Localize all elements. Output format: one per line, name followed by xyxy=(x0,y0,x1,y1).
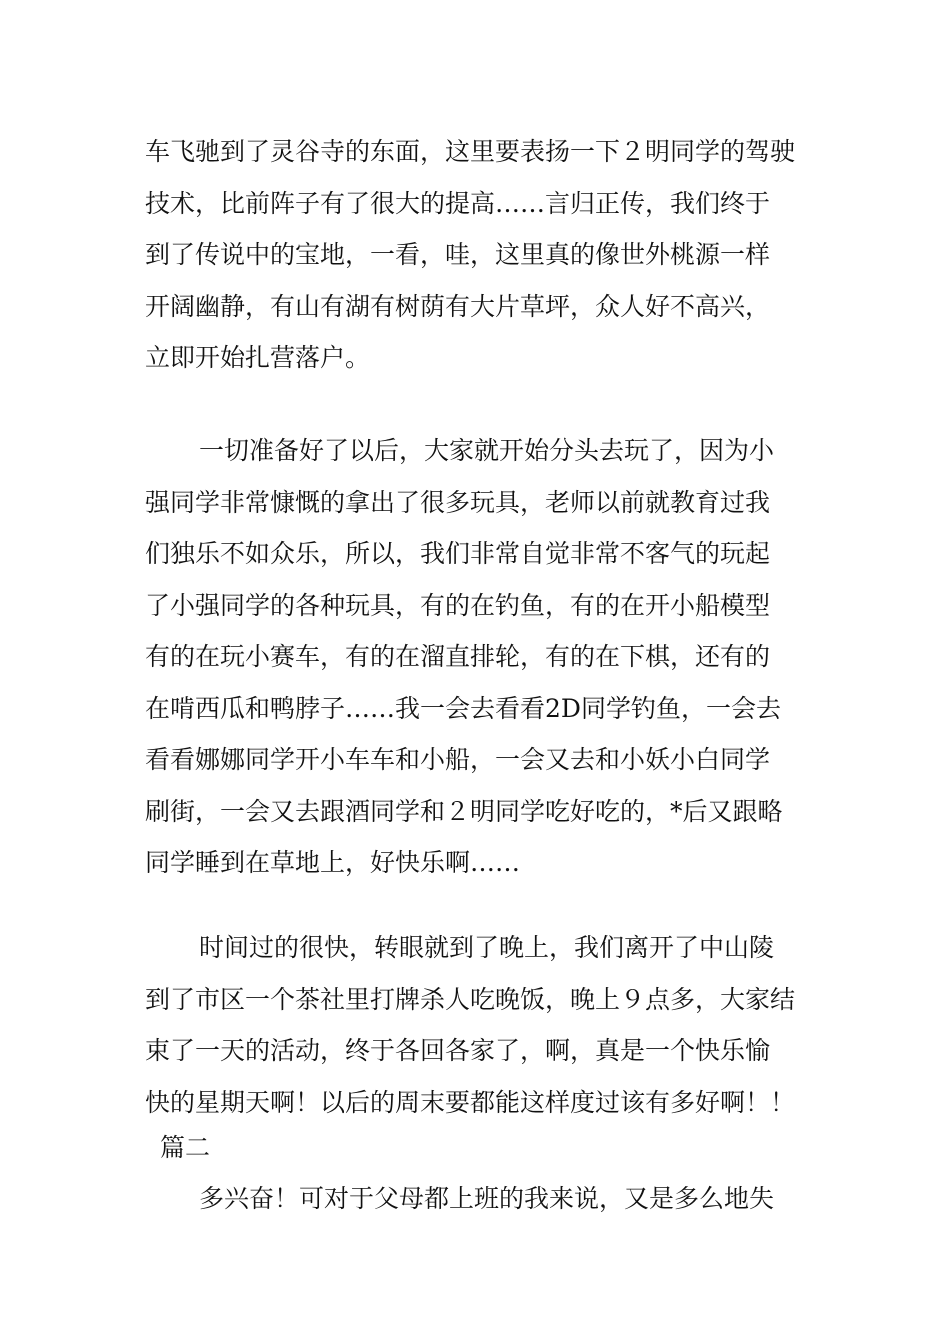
text-line: 多兴奋！可对于父母都上班的我来说，又是多么地失 xyxy=(199,1184,775,1213)
text-line: 到了传说中的宝地，一看，哇，这里真的像世外桃源一样 xyxy=(145,240,771,269)
text-line: 在啃西瓜和鸭脖子……我一会去看看2D同学钓鱼，一会去 xyxy=(145,693,781,723)
text-line: 有的在玩小赛车，有的在溜直排轮，有的在下棋，还有的 xyxy=(145,642,771,671)
paragraph-3 xyxy=(145,922,810,1128)
text-line: 技术，比前阵子有了很大的提高……言归正传，我们终于 xyxy=(145,188,771,218)
text-line: 了小强同学的各种玩具，有的在钓鱼，有的在开小船模型 xyxy=(145,590,771,620)
text-line: 刷街，一会又去跟酒同学和２明同学吃好吃的，*后又跟略 xyxy=(145,796,783,826)
text-line: 看看娜娜同学开小车车和小船，一会又去和小妖小白同学 xyxy=(145,745,771,774)
text-line: 强同学非常慷慨的拿出了很多玩具，老师以前就教育过我 xyxy=(145,487,771,517)
paragraph-2 xyxy=(145,425,810,889)
text-line: 到了市区一个茶社里打牌杀人吃晚饭，晚上９点多，大家结 xyxy=(145,984,796,1014)
paragraph-4 xyxy=(145,1173,810,1225)
text-line: 束了一天的活动，终于各回各家了，啊，真是一个快乐愉 xyxy=(145,1036,771,1065)
text-line: 们独乐不如众乐，所以，我们非常自觉非常不客气的玩起 xyxy=(145,539,771,568)
text-line: 同学睡到在草地上，好快乐啊…… xyxy=(145,848,521,877)
text-line: 开阔幽静，有山有湖有树荫有大片草坪，众人好不高兴， xyxy=(145,291,771,321)
text-line: 车飞驰到了灵谷寺的东面，这里要表扬一下２明同学的驾驶 xyxy=(145,137,796,166)
text-line: 一切准备好了以后，大家就开始分头去玩了，因为小 xyxy=(199,436,775,465)
text-line: 时间过的很快，转眼就到了晚上，我们离开了中山陵 xyxy=(199,933,775,962)
section-heading: 篇二 xyxy=(160,1133,211,1162)
paragraph-1 xyxy=(145,126,810,384)
text-line: 立即开始扎营落户。 xyxy=(145,343,371,372)
text-line: 快的星期天啊！以后的周末要都能这样度过该有多好啊！！ xyxy=(145,1087,796,1117)
